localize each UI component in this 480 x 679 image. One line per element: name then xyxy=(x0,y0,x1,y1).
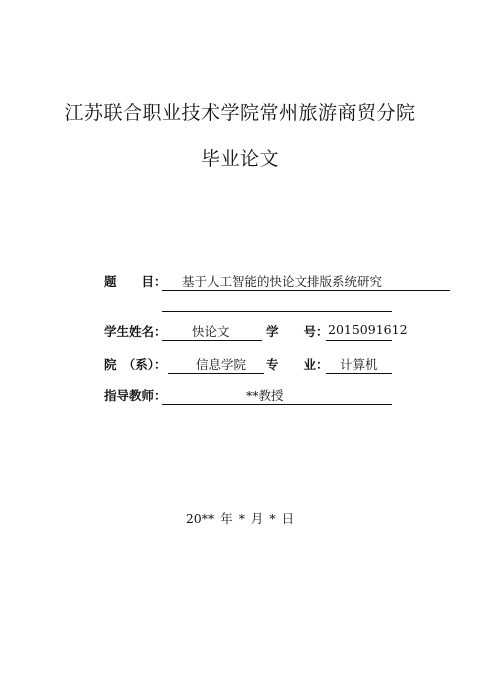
advisor-value: **教授 xyxy=(246,388,284,403)
student-id-value: 2015091612 xyxy=(328,322,408,337)
submission-date: 20** 年 * 月 * 日 xyxy=(185,511,295,526)
student-name-label: 学生姓名： xyxy=(104,324,167,339)
department-label: 院 （系）： xyxy=(104,357,167,372)
major-label: 专 业： xyxy=(266,357,329,372)
student-id-label: 学 号： xyxy=(266,324,329,339)
title-label: 题 目： xyxy=(104,274,167,289)
student-name-value: 快论文 xyxy=(192,324,230,339)
school-name: 江苏联合职业技术学院常州旅游商贸分院 xyxy=(64,102,416,124)
major-value: 计算机 xyxy=(340,357,378,372)
title-second-underline xyxy=(162,293,392,312)
title-value: 基于人工智能的快论文排版系统研究 xyxy=(182,274,383,289)
advisor-label: 指导教师： xyxy=(104,388,167,403)
department-value: 信息学院 xyxy=(196,357,247,372)
document-type: 毕业论文 xyxy=(200,148,279,170)
